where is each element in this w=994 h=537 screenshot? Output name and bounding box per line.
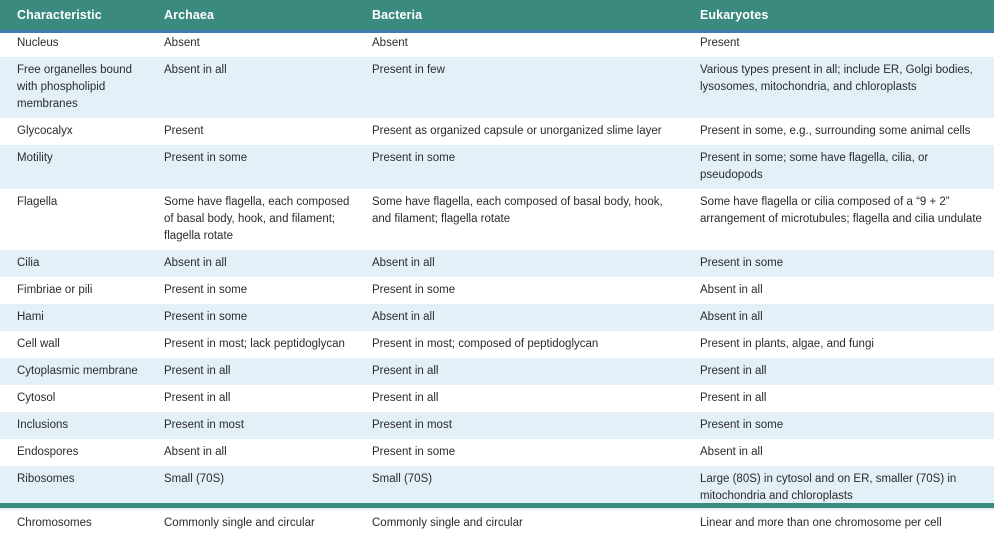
cell-characteristic: Cytoplasmic membrane (0, 358, 152, 385)
table-row (0, 250, 994, 277)
table-row (0, 30, 994, 57)
cell-archaea: Commonly single and circular (152, 510, 366, 537)
cell-archaea: Some have flagella, each composed of basal body, hook, and filament; flagella rotate (152, 189, 366, 250)
cell-bacteria: Small (70S) (366, 466, 690, 510)
cell-eukaryotes: Present (690, 30, 994, 57)
cell-bacteria: Present in most; composed of peptidoglycan (366, 331, 690, 358)
cell-eukaryotes: Large (80S) in cytosol and on ER, smaller (70S) in mitochondria and chloroplasts (690, 466, 994, 510)
column-header-archaea: Archaea (152, 0, 366, 30)
column-header-bacteria: Bacteria (366, 0, 690, 30)
cell-archaea: Absent (152, 30, 366, 57)
cell-characteristic: Nucleus (0, 30, 152, 57)
cell-eukaryotes: Some have flagella or cilia composed of a “9 + 2” arrangement of microtubules; flagella and cilia undulate (690, 189, 994, 250)
table-row (0, 145, 994, 189)
header-accent-rule (0, 30, 994, 33)
cell-characteristic: Hami (0, 304, 152, 331)
table-row (0, 412, 994, 439)
cell-bacteria: Absent in all (366, 304, 690, 331)
table-row (0, 510, 994, 537)
cell-bacteria: Some have flagella, each composed of basal body, hook, and filament; flagella rotate (366, 189, 690, 250)
cell-characteristic: Chromosomes (0, 510, 152, 537)
cell-eukaryotes: Present in some (690, 250, 994, 277)
cell-archaea: Small (70S) (152, 466, 366, 510)
table-row (0, 277, 994, 304)
cell-bacteria: Present in some (366, 145, 690, 189)
cell-bacteria: Present in some (366, 277, 690, 304)
table-row (0, 304, 994, 331)
cell-archaea: Absent in all (152, 250, 366, 277)
cell-bacteria: Absent (366, 30, 690, 57)
cell-bacteria: Present in all (366, 358, 690, 385)
cell-eukaryotes: Present in some (690, 412, 994, 439)
cell-archaea: Present in all (152, 385, 366, 412)
cell-bacteria: Present in all (366, 385, 690, 412)
cell-eukaryotes: Absent in all (690, 439, 994, 466)
table-row (0, 385, 994, 412)
table-body (0, 30, 994, 537)
table-row (0, 189, 994, 250)
cell-eukaryotes: Absent in all (690, 304, 994, 331)
cell-characteristic: Cytosol (0, 385, 152, 412)
cell-archaea: Present in some (152, 145, 366, 189)
cell-eukaryotes: Present in plants, algae, and fungi (690, 331, 994, 358)
cell-bacteria: Commonly single and circular (366, 510, 690, 537)
cell-archaea: Present in most (152, 412, 366, 439)
cell-bacteria: Present in most (366, 412, 690, 439)
cell-archaea: Present in some (152, 304, 366, 331)
cell-characteristic: Fimbriae or pili (0, 277, 152, 304)
cell-characteristic: Glycocalyx (0, 118, 152, 145)
table-row (0, 118, 994, 145)
table-row (0, 57, 994, 118)
column-header-eukaryotes: Eukaryotes (690, 0, 994, 30)
cell-characteristic: Ribosomes (0, 466, 152, 510)
cell-eukaryotes: Present in some, e.g., surrounding some animal cells (690, 118, 994, 145)
cell-characteristic: Endospores (0, 439, 152, 466)
cell-characteristic: Inclusions (0, 412, 152, 439)
cell-characteristic: Cilia (0, 250, 152, 277)
cell-eukaryotes: Absent in all (690, 277, 994, 304)
table-header (0, 0, 994, 30)
cell-bacteria: Absent in all (366, 250, 690, 277)
cell-archaea: Present (152, 118, 366, 145)
table-row (0, 358, 994, 385)
cell-archaea: Absent in all (152, 57, 366, 118)
cell-archaea: Present in some (152, 277, 366, 304)
cell-eukaryotes: Present in all (690, 358, 994, 385)
cell-eukaryotes: Various types present in all; include ER, Golgi bodies, lysosomes, mitochondria, and chloroplasts (690, 57, 994, 118)
cell-characteristic: Free organelles bound with phospholipid membranes (0, 57, 152, 118)
cell-eukaryotes: Present in some; some have flagella, cilia, or pseudopods (690, 145, 994, 189)
cell-characteristic: Flagella (0, 189, 152, 250)
cell-bacteria: Present in few (366, 57, 690, 118)
cell-eukaryotes: Linear and more than one chromosome per cell (690, 510, 994, 537)
table-bottom-rule (0, 503, 994, 508)
cell-archaea: Present in all (152, 358, 366, 385)
cell-archaea: Present in most; lack peptidoglycan (152, 331, 366, 358)
table-row (0, 439, 994, 466)
cell-bacteria: Present as organized capsule or unorganized slime layer (366, 118, 690, 145)
table-row (0, 331, 994, 358)
cell-characteristic: Cell wall (0, 331, 152, 358)
cell-archaea: Absent in all (152, 439, 366, 466)
cell-bacteria: Present in some (366, 439, 690, 466)
table-header-row (0, 0, 994, 30)
cell-eukaryotes: Present in all (690, 385, 994, 412)
column-header-characteristic: Characteristic (0, 0, 152, 30)
cell-characteristic: Motility (0, 145, 152, 189)
